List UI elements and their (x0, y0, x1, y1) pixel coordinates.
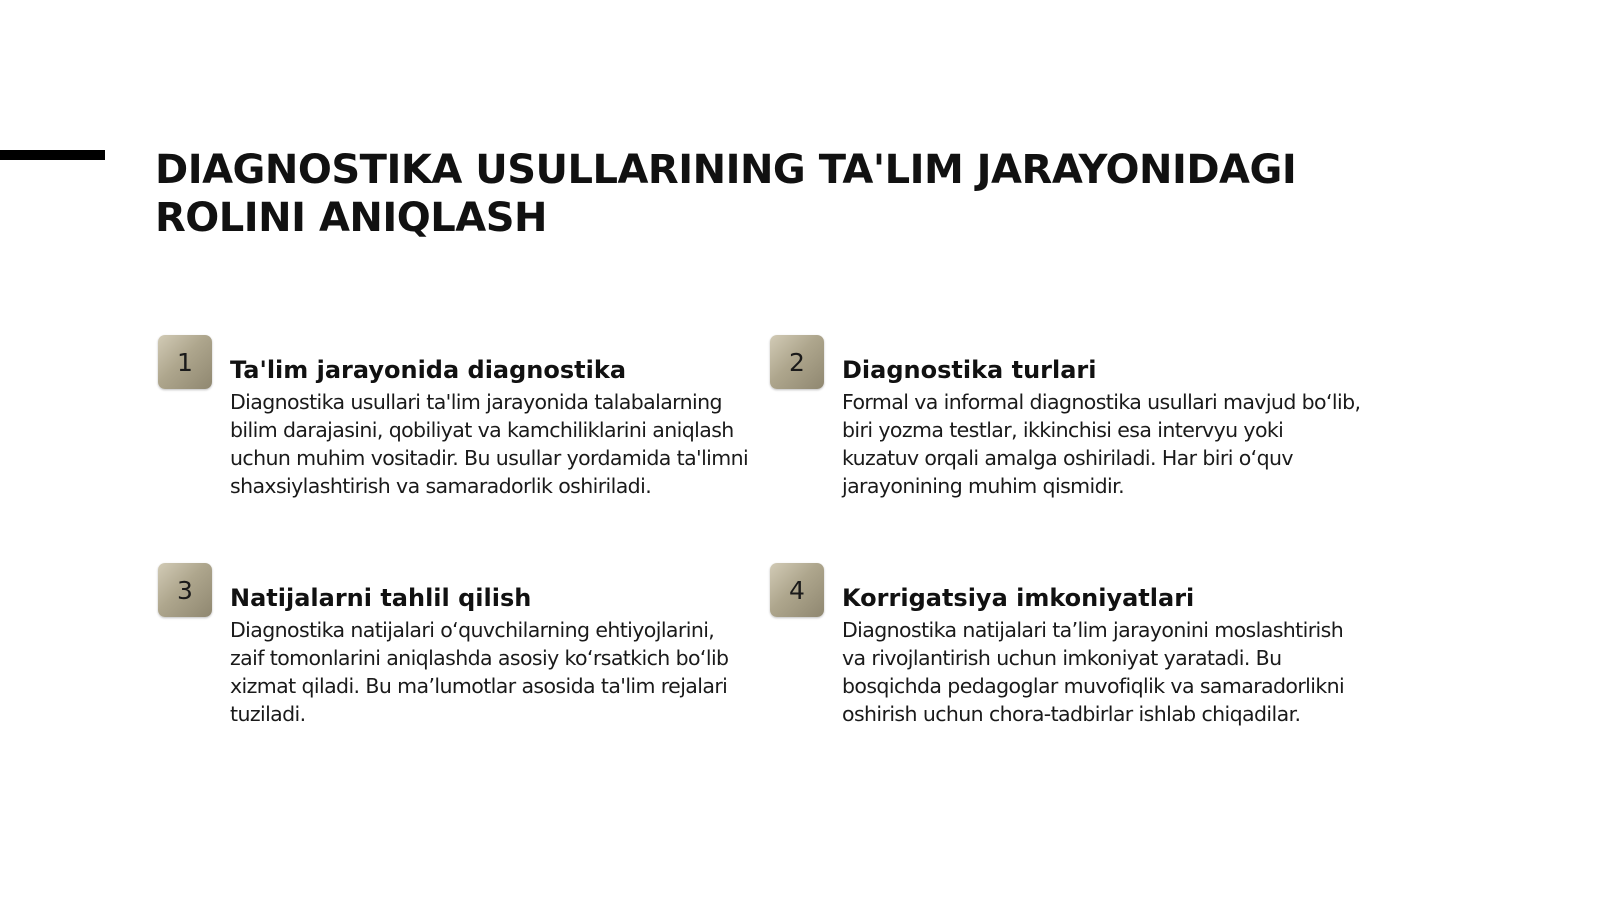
slide-title (155, 146, 1455, 242)
number-badge: 3 (158, 563, 212, 617)
item-body: Formal va informal diagnostika usullari mavjud bo‘lib, biri yozma testlar, ikkinchisi esa intervyu yoki kuzatuv orqali amalga oshiriladi. Har biri o‘quv jarayonining muhim qismidir. (842, 390, 1361, 498)
item-heading: Natijalarni tahlil qilish (230, 584, 532, 612)
slide-title-line-2: ROLINI ANIQLASH (155, 195, 548, 241)
accent-bar (0, 150, 105, 160)
item-heading: Diagnostika turlari (842, 356, 1097, 384)
slide-title-line-1: DIAGNOSTIKA USULLARINING TA'LIM JARAYONIDAGI (155, 147, 1297, 193)
number-badge: 4 (770, 563, 824, 617)
item-body: Diagnostika natijalari o‘quvchilarning ehtiyojlarini, zaif tomonlarini aniqlashda asosiy ko‘rsatkich bo‘lib xizmat qiladi. Bu ma’lumotlar asosida ta'lim rejalari tuziladi. (230, 618, 729, 726)
item-heading: Korrigatsiya imkoniyatlari (842, 584, 1195, 612)
item-body: Diagnostika usullari ta'lim jarayonida talabalarning bilim darajasini, qobiliyat va kamchiliklarini aniqlash uchun muhim vositadir. Bu usullar yordamida ta'limni shaxsiylashtirish va samaradorlik oshiriladi. (230, 390, 749, 498)
number-badge: 1 (158, 335, 212, 389)
item-body: Diagnostika natijalari ta’lim jarayonini moslashtirish va rivojlantirish uchun imkoniyat yaratadi. Bu bosqichda pedagoglar muvofiqlik va samaradorlikni oshirish uchun chora-tadbirlar ishlab chiqadilar. (842, 618, 1345, 726)
number-badge: 2 (770, 335, 824, 389)
item-heading: Ta'lim jarayonida diagnostika (230, 356, 627, 384)
